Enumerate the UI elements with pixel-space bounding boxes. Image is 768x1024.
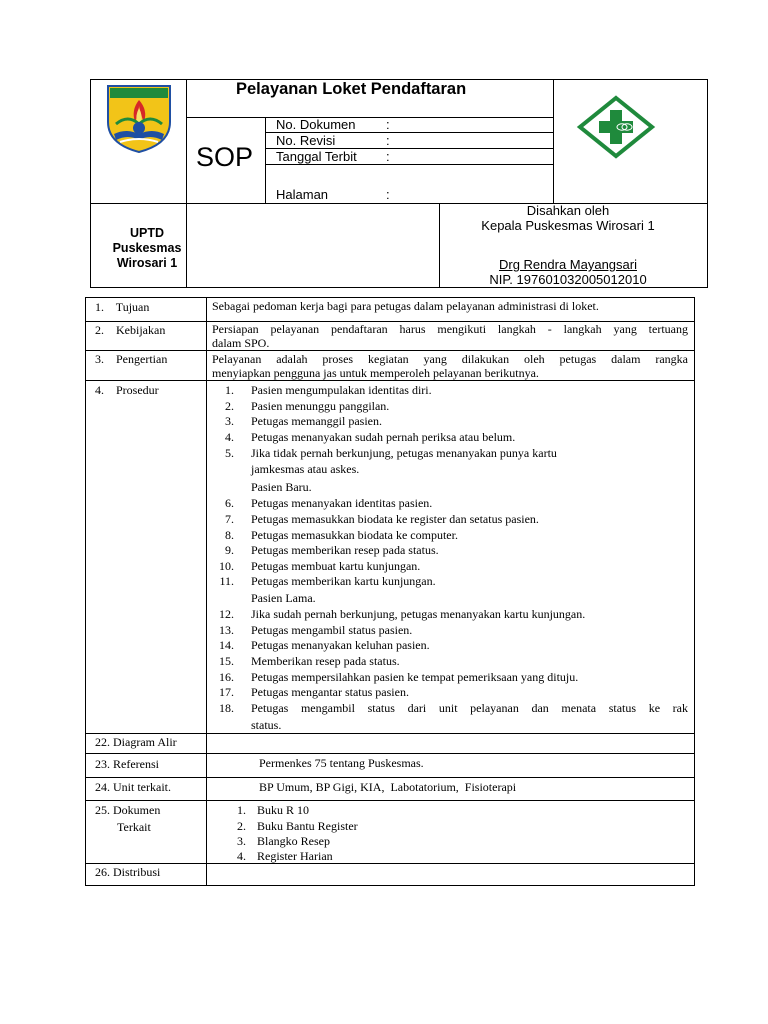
step-number: 3. xyxy=(225,414,234,428)
health-logo-icon xyxy=(576,95,656,159)
step-text: Petugas memasukkan biodata ke register dan setatus pasien. xyxy=(251,512,539,526)
step-number: 9. xyxy=(225,543,234,557)
row-value-unit: BP Umum, BP Gigi, KIA, Labotatorium, Fisioterapi xyxy=(259,780,517,794)
row-value-kebijakan-line1: Persiapan pelayanan pendaftaran harus mengikuti langkah - langkah yang tertuang xyxy=(212,322,688,336)
row-label-tujuan: 1. Tujuan xyxy=(95,300,150,314)
regency-logo-icon xyxy=(104,84,174,154)
step-text: Petugas memasukkan biodata ke computer. xyxy=(251,528,458,542)
step-number: 12. xyxy=(219,607,234,621)
row-label-prosedur: 4. Prosedur xyxy=(95,383,159,397)
document-name: Register Harian xyxy=(257,849,333,863)
step-number: 10. xyxy=(219,559,234,573)
row-label-distribusi: 26. Distribusi xyxy=(95,865,161,879)
step-text: Petugas membuat kartu kunjungan. xyxy=(251,559,421,573)
row-value-pengertian-line1: Pelayanan adalah proses kegiatan yang dilakukan oleh petugas dalam rangka xyxy=(212,352,688,366)
row-value-referensi: Permenkes 75 tentang Puskesmas. xyxy=(259,756,424,770)
step-text: Petugas menanyakan sudah pernah periksa atau belum. xyxy=(251,430,516,444)
step-number: 1. xyxy=(225,383,234,397)
step-text: Jika sudah pernah berkunjung, petugas menanyakan kartu kunjungan. xyxy=(251,607,586,621)
row-label-dokumen-2: Terkait xyxy=(117,820,151,834)
issue-date-label: Tanggal Terbit xyxy=(276,149,357,164)
document-name: Buku R 10 xyxy=(257,803,310,817)
doc-number-sep: : xyxy=(386,117,390,132)
row-label-pengertian: 3. Pengertian xyxy=(95,352,168,366)
step-text: Petugas mengambil status pasien. xyxy=(251,623,413,637)
revision-sep: : xyxy=(386,133,390,148)
step-text: Petugas mengambil status dari unit pelayanan dan menata status ke rak xyxy=(251,701,688,715)
document-number: 1. xyxy=(237,803,246,817)
approval-line2: Kepala Puskesmas Wirosari 1 xyxy=(481,218,655,233)
document-number: 2. xyxy=(237,819,246,833)
page-sep: : xyxy=(386,187,390,202)
row-label-kebijakan: 2. Kebijakan xyxy=(95,323,166,337)
step-number: 2. xyxy=(225,399,234,413)
step-text: Petugas menanyakan keluhan pasien. xyxy=(251,638,430,652)
revision-label: No. Revisi xyxy=(276,133,336,148)
document-name: Buku Bantu Register xyxy=(257,819,358,833)
step-number: 6. xyxy=(225,496,234,510)
issue-date-sep: : xyxy=(386,149,390,164)
step-number: 4. xyxy=(225,430,234,444)
step-number: 13. xyxy=(219,623,234,637)
step-number: 7. xyxy=(225,512,234,526)
step-text: Pasien menunggu panggilan. xyxy=(251,399,390,413)
page-label: Halaman xyxy=(276,187,329,202)
step-text: Petugas memanggil pasien. xyxy=(251,414,382,428)
org-line: UPTD xyxy=(129,226,165,240)
step-number: 8. xyxy=(225,528,234,542)
approval-line1: Disahkan oleh xyxy=(526,203,610,218)
org-line: Puskesmas xyxy=(112,241,182,255)
step-number: 15. xyxy=(219,654,234,668)
row-label-dokumen: 25. Dokumen xyxy=(95,803,161,817)
approver-nip: NIP. 197601032005012010 xyxy=(489,272,647,287)
row-label-unit: 24. Unit terkait. xyxy=(95,780,171,794)
row-value-kebijakan-line2: dalam SPO. xyxy=(212,336,270,350)
row-value-tujuan: Sebagai pedoman kerja bagi para petugas dalam pelayanan administrasi di loket. xyxy=(212,299,599,313)
step-number: 17. xyxy=(219,685,234,699)
step-text: Petugas memberikan kartu kunjungan. xyxy=(251,574,436,588)
step-number: 16. xyxy=(219,670,234,684)
step-number: 14. xyxy=(219,638,234,652)
approver-name: Drg Rendra Mayangsari xyxy=(498,257,637,272)
document-number: 4. xyxy=(237,849,246,863)
step-text: Petugas mempersilahkan pasien ke tempat pemeriksaan yang dituju. xyxy=(251,670,579,684)
org-line: Wirosari 1 xyxy=(116,256,178,270)
row-label-referensi: 23. Referensi xyxy=(95,757,159,771)
step-text: Petugas memberikan resep pada status. xyxy=(251,543,439,557)
step-text: Pasien mengumpulakan identitas diri. xyxy=(251,383,432,397)
row-label-diagram: 22. Diagram Alir xyxy=(95,735,177,749)
row-value-pengertian-line2: menyiapkan pengguna jas untuk memperoleh pelayanan berikutnya. xyxy=(212,366,539,380)
page-title: Pelayanan Loket Pendaftaran xyxy=(236,80,467,98)
step-number: 11. xyxy=(219,574,234,588)
step-text: Pasien Lama. xyxy=(251,591,316,605)
step-number: 5. xyxy=(225,446,234,460)
step-text: status. xyxy=(251,718,282,732)
step-text: Pasien Baru. xyxy=(251,480,312,494)
step-number: 18. xyxy=(219,701,234,715)
sop-label: SOP xyxy=(196,142,254,172)
step-text: Jika tidak pernah berkunjung, petugas menanyakan punya kartu xyxy=(251,446,557,460)
organization-name xyxy=(92,226,202,271)
doc-number-label: No. Dokumen xyxy=(276,117,356,132)
step-text: Petugas menanyakan identitas pasien. xyxy=(251,496,433,510)
step-text: Memberikan resep pada status. xyxy=(251,654,400,668)
step-text: Petugas mengantar status pasien. xyxy=(251,685,409,699)
document-name: Blangko Resep xyxy=(257,834,330,848)
step-text: jamkesmas atau askes. xyxy=(251,462,360,476)
document-number: 3. xyxy=(237,834,246,848)
